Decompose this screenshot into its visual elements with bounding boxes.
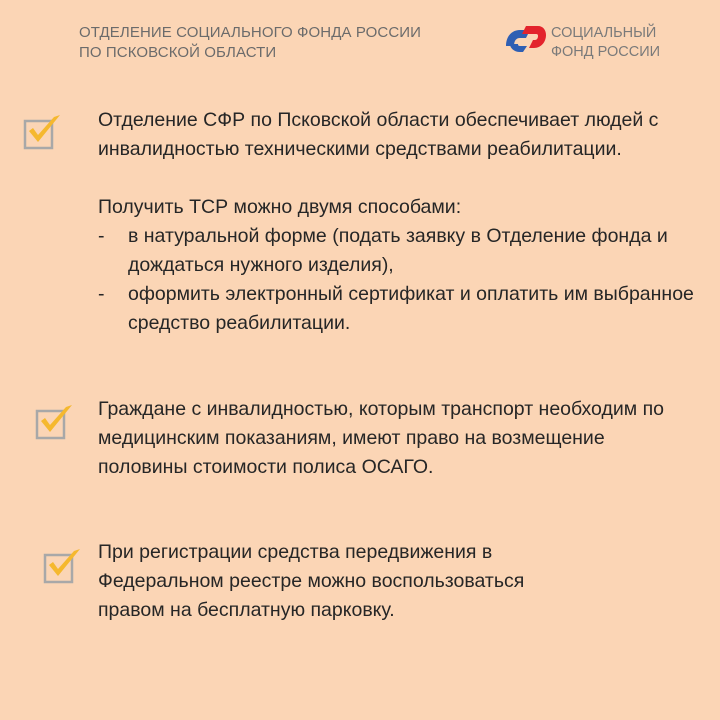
section-tsr-intro: Отделение СФР по Псковской области обеспечивает людей с инвалидностью техническими средствами реабилитации.: [98, 109, 659, 160]
bullet-dash: -: [98, 225, 105, 247]
list-item-text: оформить электронный сертификат и оплатить им выбранное средство реабилитации.: [128, 283, 694, 334]
sfr-logo: [502, 22, 702, 66]
sfr-logo-text: [551, 24, 660, 62]
section-osago-text: Граждане с инвалидностью, которым транспорт необходим по медицинским показаниям, имеют право на возмещение половины стоимости полиса ОСАГО.: [98, 398, 664, 478]
section-parking-text: При регистрации средства передвижения в Федеральном реестре можно воспользоваться правом на бесплатную парковку.: [98, 541, 525, 621]
logo-text-line1: СОЦИАЛЬНЫЙ: [551, 25, 657, 41]
checkbox-check-icon: [40, 545, 84, 585]
tsr-methods-list: [98, 222, 698, 338]
section-osago: [98, 395, 698, 482]
organization-title-line1: ОТДЕЛЕНИЕ СОЦИАЛЬНОГО ФОНДА РОССИИ: [79, 24, 422, 41]
checkbox-check-icon: [20, 111, 64, 151]
organization-title: [79, 23, 421, 63]
section-tsr: [98, 106, 698, 338]
sfr-logo-icon: [502, 22, 548, 56]
section-parking: [98, 538, 578, 625]
section-tsr-lead: Получить ТСР можно двумя способами:: [98, 196, 462, 218]
logo-text-line2: ФОНД РОССИИ: [551, 44, 661, 60]
list-item-text: в натуральной форме (подать заявку в Отделение фонда и дождаться нужного изделия),: [128, 225, 668, 276]
bullet-dash: -: [98, 283, 105, 305]
checkbox-check-icon: [32, 401, 76, 441]
organization-title-line2: ПО ПСКОВСКОЙ ОБЛАСТИ: [79, 44, 277, 61]
list-item: [98, 280, 698, 338]
list-item: [98, 222, 698, 280]
